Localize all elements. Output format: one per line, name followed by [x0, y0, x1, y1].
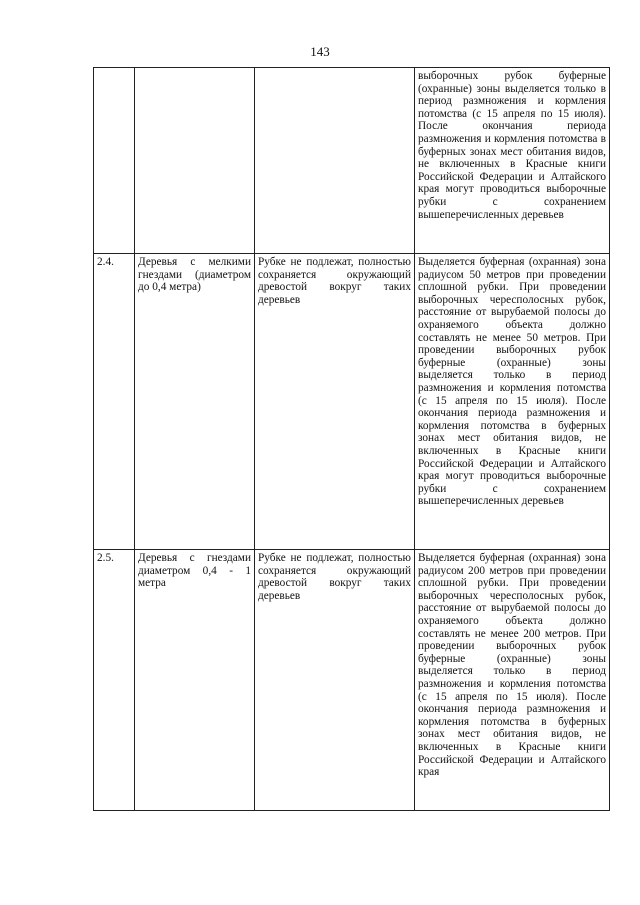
table-row [94, 550, 610, 811]
page-number: 143 [310, 44, 330, 59]
row-number [94, 68, 135, 254]
object-cell: Деревья с мелкими гнездами (диаметром до 0,4 метра) [135, 254, 255, 550]
restriction-cell: Рубке не подлежат, полностью сохраняется окружающий древостой вокруг таких деревьев [255, 254, 415, 550]
regulation-table [93, 67, 610, 811]
object-cell [135, 68, 255, 254]
buffer-zone-cell: Выделяется буферная (охранная) зона радиусом 50 метров при проведении сплошной рубки. При проведении выборочных чересполосных рубок, расстояние от вырубаемой полосы до охраняемого объекта должно составлять не менее 50 метров. При проведении выборочных рубок буферные (охранные) зоны выделяется только в период размножения и кормления потомства (с 15 апреля по 15 июля). После окончания периода размножения и кормления потомства в буферных зонах мест обитания видов, не включенных в Красные книги Российской Федерации и Алтайского края могут проводиться выборочные рубки с сохранением вышеперечисленных деревьев [415, 254, 610, 550]
object-cell: Деревья с гнездами диаметром 0,4 - 1 метра [135, 550, 255, 811]
table-row [94, 68, 610, 254]
restriction-cell [255, 68, 415, 254]
row-number: 2.5. [94, 550, 135, 811]
buffer-zone-cell: Выделяется буферная (охранная) зона радиусом 200 метров при проведении сплошной рубки. При проведении выборочных чересполосных рубок, расстояние от вырубаемой полосы до охраняемого объекта должно составлять не менее 200 метров. При проведении выборочных рубок буферные (охранные) зоны выделяется только в период размножения и кормления потомства (с 15 апреля по 15 июля). После окончания периода размножения и кормления потомства в буферных зонах мест обитания видов, не включенных в Красные книги Российской Федерации и Алтайского края [415, 550, 610, 811]
table-row [94, 254, 610, 550]
restriction-cell: Рубке не подлежат, полностью сохраняется окружающий древостой вокруг таких деревьев [255, 550, 415, 811]
row-number: 2.4. [94, 254, 135, 550]
buffer-zone-cell: выборочных рубок буферные (охранные) зоны выделяется только в период размножения и кормления потомства (с 15 апреля по 15 июля). После окончания периода размножения и кормления потомства в буферных зонах мест обитания видов, не включенных в Красные книги Российской Федерации и Алтайского края могут проводиться выборочные рубки с сохранением вышеперечисленных деревьев [415, 68, 610, 254]
